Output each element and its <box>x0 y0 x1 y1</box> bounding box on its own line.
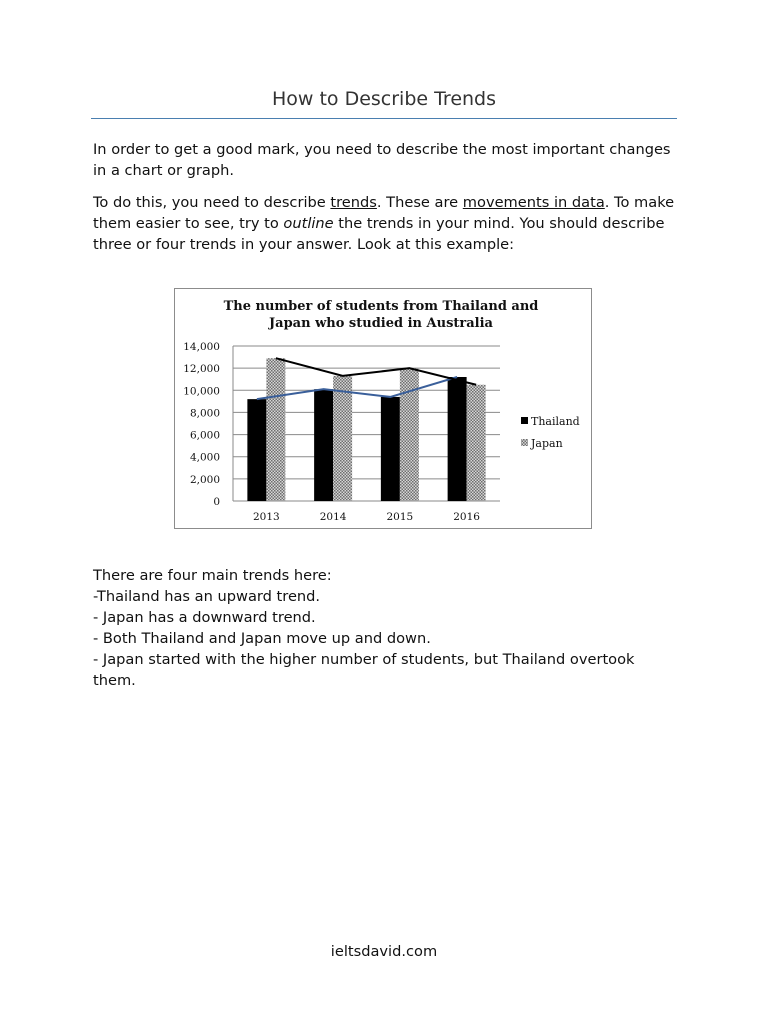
trend-line-thailand <box>257 377 457 399</box>
intro-paragraph-1: In order to get a good mark, you need to describe the most important changes in a chart or graph. <box>93 141 671 179</box>
intro-text-d: the trends in your mind. You should describe three or four trends in your answer. Look at this example: <box>93 215 665 253</box>
title-divider <box>91 118 677 119</box>
term-trends: trends <box>330 194 377 211</box>
x-tick-label: 2014 <box>319 511 347 523</box>
y-tick-label: 12,000 <box>183 363 220 376</box>
footer-site: ieltsdavid.com <box>330 943 438 960</box>
trend-item: - Japan started with the higher number of students, but Thailand overtook them. <box>93 651 635 689</box>
x-tick-label: 2016 <box>453 511 480 523</box>
intro-text-b: . These are <box>376 194 463 211</box>
y-tick-label: 4,000 <box>189 451 220 464</box>
term-movements-in-data: movements in data <box>462 194 605 211</box>
intro-text-c: . To make them easier to see, try to <box>93 194 675 232</box>
bar-thailand <box>247 399 266 501</box>
page-title: How to Describe Trends <box>271 88 497 110</box>
trend-item: - Japan has a downward trend. <box>93 609 316 626</box>
legend-label-japan: Japan <box>531 437 563 450</box>
y-tick-label: 8,000 <box>189 407 220 420</box>
trends-list <box>93 565 678 691</box>
bar-japan <box>333 376 352 501</box>
bar-japan <box>467 385 486 501</box>
bar-thailand <box>381 397 400 501</box>
bar-japan <box>266 358 285 501</box>
trend-item: - Both Thailand and Japan move up and down. <box>93 630 431 647</box>
trend-item: -Thailand has an upward trend. <box>93 588 321 605</box>
intro-paragraph-2 <box>93 192 678 255</box>
term-outline: outline <box>283 215 334 232</box>
y-tick-label: 10,000 <box>183 385 220 398</box>
bar-chart <box>175 289 593 530</box>
y-tick-label: 14,000 <box>183 341 220 353</box>
y-tick-label: 6,000 <box>189 429 220 442</box>
y-tick-label: 0 <box>213 496 220 508</box>
chart-title-line1: The number of students from Thailand and <box>223 299 539 314</box>
trends-intro: There are four main trends here: <box>93 567 332 584</box>
legend-label-thailand: Thailand <box>531 415 580 428</box>
x-tick-label: 2013 <box>253 511 280 523</box>
bar-thailand <box>448 377 467 501</box>
chart-container <box>174 288 592 529</box>
bar-thailand <box>314 389 333 501</box>
x-tick-label: 2015 <box>386 511 414 523</box>
chart-title-line2: Japan who studied in Australia <box>269 316 493 331</box>
bar-japan <box>400 368 419 501</box>
legend-swatch-japan <box>521 439 528 446</box>
intro-text-a: To do this, you need to describe <box>93 194 331 211</box>
legend-swatch-thailand <box>521 417 528 424</box>
y-tick-label: 2,000 <box>189 473 220 486</box>
